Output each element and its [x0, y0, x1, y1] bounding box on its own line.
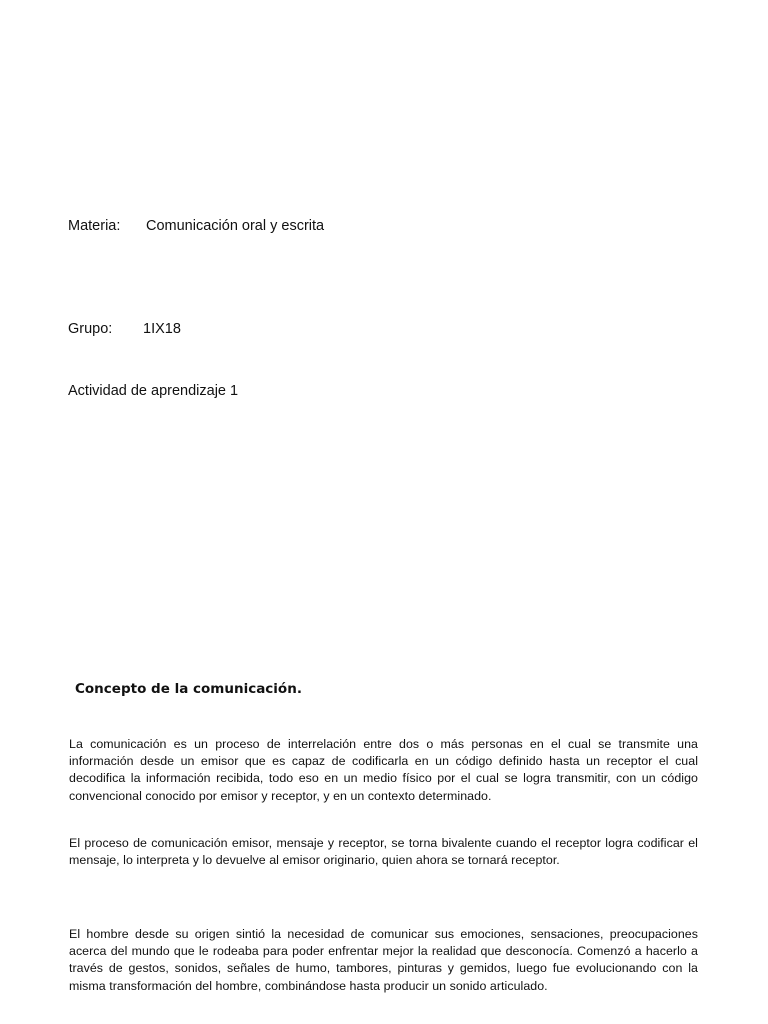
activity-title: Actividad de aprendizaje 1 [68, 383, 239, 399]
paragraph-2: El proceso de comunicación emisor, mensaje y receptor, se torna bivalente cuando el receptor logra codificar el mensaje, lo interpreta y lo devuelve al emisor originario, quien ahora se tornará receptor. [69, 836, 698, 868]
paragraph-3: El hombre desde su origen sintió la necesidad de comunicar sus emociones, sensaciones, preocupaciones acerca del mundo que le rodeaba para poder enfrentar mejor la realidad que desconocía. Comenzó a hacerlo a través de gestos, sonidos, señales de humo, tambores, pinturas y gemidos, luego fue evolucionando con la misma transformación del hombre, combinándose hasta producir un sonido articulado. [69, 927, 698, 993]
paragraph-1: La comunicación es un proceso de interrelación entre dos o más personas en el cual se transmite una información desde un emisor que es capaz de codificarla en un código definido hasta un receptor el cual decodifica la información recibida, todo eso en un medio físico por el cual se logra transmitir, con un código convencional conocido por emisor y receptor, y en un contexto determinado. [69, 737, 698, 803]
materia-row [68, 217, 325, 235]
grupo-value: 1IX18 [143, 321, 181, 337]
grupo-label: Grupo: [68, 321, 113, 337]
grupo-row [68, 320, 181, 338]
materia-label: Materia: [68, 218, 121, 234]
section-heading: Concepto de la comunicación. [75, 681, 302, 697]
materia-value: Comunicación oral y escrita [146, 218, 325, 234]
